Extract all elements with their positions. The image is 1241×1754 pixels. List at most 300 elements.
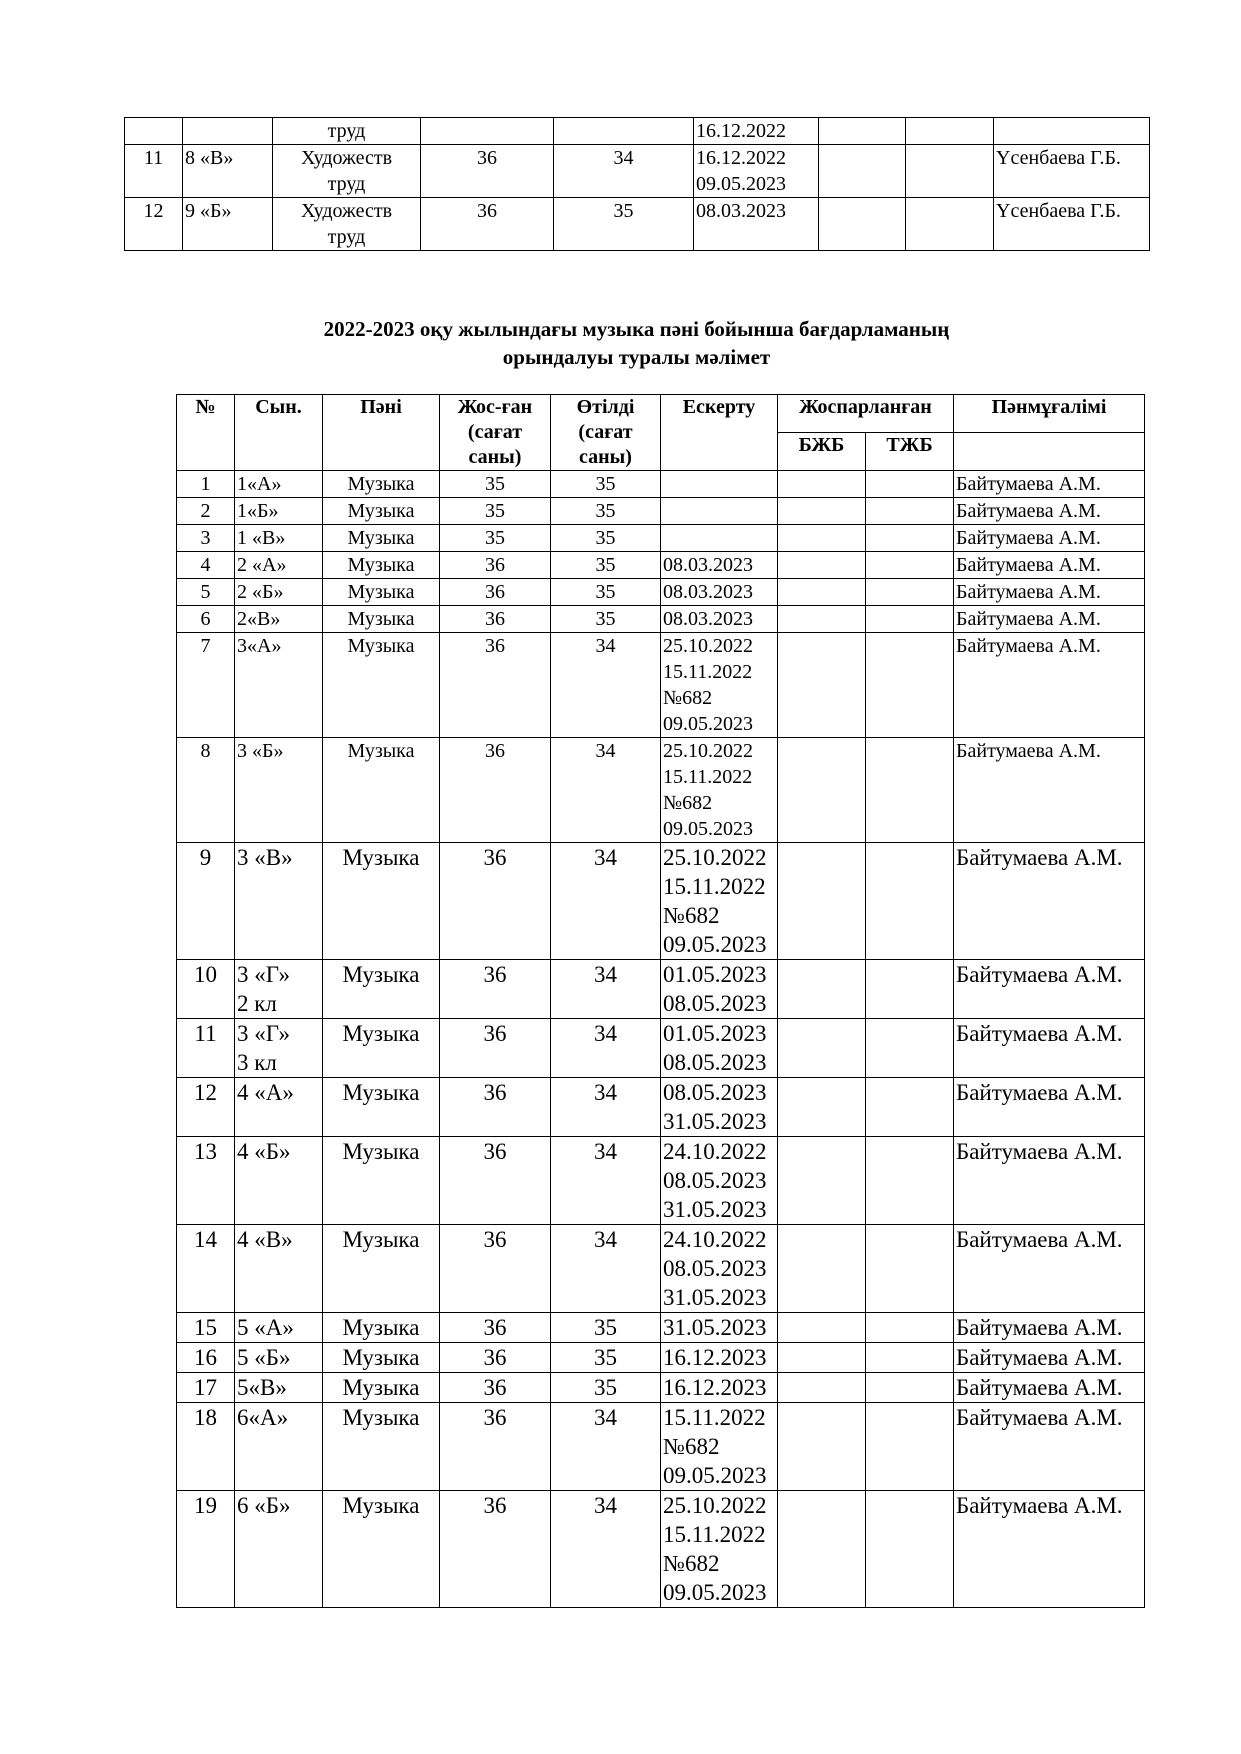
class-cell-line: 9 «Б»	[185, 200, 232, 222]
teacher-cell: Байтумаева А.М.	[954, 579, 1145, 606]
teacher-cell: Байтумаева А.М.	[954, 738, 1145, 843]
note-cell-line: 01.05.2023	[663, 962, 767, 987]
tjb-cell	[906, 198, 994, 251]
teacher-cell: Байтумаева А.М.	[954, 1491, 1145, 1608]
tjb-cell	[866, 552, 954, 579]
teacher-cell: Байтумаева А.М.	[954, 1137, 1145, 1225]
done-hours-cell: 35	[551, 1343, 661, 1373]
note-cell-line: 08.05.2023	[663, 1256, 767, 1281]
subject-cell-line: Художеств	[300, 147, 393, 169]
planned-hours-cell: 35	[440, 525, 551, 552]
tjb-cell	[866, 1403, 954, 1491]
tjb-cell	[866, 1313, 954, 1343]
note-cell-line: 16.12.2023	[663, 1375, 767, 1400]
title-line-2: орындалуы туралы мәлімет	[502, 345, 771, 369]
subject-cell-line: Художеств	[300, 200, 393, 222]
header-subject: Пәні	[323, 395, 440, 471]
subject-cell-line: труд	[327, 173, 366, 195]
class-cell	[235, 843, 323, 960]
class-cell	[235, 552, 323, 579]
teacher-cell: Үсенбаева Г.Б.	[994, 198, 1150, 251]
teacher-cell: Байтумаева А.М.	[954, 1225, 1145, 1313]
bjb-cell	[778, 1019, 866, 1078]
subject-cell: Музыка	[323, 1403, 440, 1491]
subject-cell	[273, 118, 421, 145]
done-hours-cell: 34	[551, 1019, 661, 1078]
table-row	[177, 1343, 1145, 1373]
note-cell-line: 16.12.2022	[696, 120, 786, 142]
note-cell	[661, 1343, 778, 1373]
class-cell-line: 5 «А»	[237, 1315, 294, 1340]
row-number: 9	[177, 843, 235, 960]
planned-hours-cell: 36	[440, 1343, 551, 1373]
header-done-line: саны)	[579, 446, 632, 468]
table-row	[177, 498, 1145, 525]
bjb-cell	[819, 118, 906, 145]
class-cell	[235, 1313, 323, 1343]
table-row	[177, 1137, 1145, 1225]
header-class: Сын.	[235, 395, 323, 471]
class-cell	[235, 1343, 323, 1373]
note-cell-line: 15.11.2022	[663, 1522, 766, 1547]
document-title	[124, 315, 1149, 371]
bjb-cell	[778, 1078, 866, 1137]
note-cell	[661, 498, 778, 525]
note-cell	[661, 1403, 778, 1491]
header-planned-hours	[440, 395, 551, 471]
bjb-cell	[778, 1137, 866, 1225]
header-teacher: Пәнмұғалімі	[954, 395, 1145, 433]
class-cell-line: 2 «А»	[237, 554, 287, 576]
header-planned-line: саны)	[468, 446, 522, 468]
done-hours-cell: 34	[554, 145, 694, 198]
tjb-cell	[866, 960, 954, 1019]
subject-cell: Музыка	[323, 1491, 440, 1608]
row-number: 14	[177, 1225, 235, 1313]
done-hours-cell	[554, 118, 694, 145]
bjb-cell	[778, 633, 866, 738]
teacher-cell: Байтумаева А.М.	[954, 552, 1145, 579]
note-cell	[661, 579, 778, 606]
planned-hours-cell: 36	[440, 1225, 551, 1313]
table-row	[177, 960, 1145, 1019]
title-line-1: 2022-2023 оқу жылындағы музыка пәні бойынша бағдарламаның	[323, 317, 950, 341]
note-cell-line: 25.10.2022	[663, 740, 753, 762]
subject-cell: Музыка	[323, 1078, 440, 1137]
tjb-cell	[866, 843, 954, 960]
table-body	[177, 471, 1145, 1608]
bjb-cell	[819, 145, 906, 198]
done-hours-cell: 34	[551, 960, 661, 1019]
note-cell-line: 24.10.2022	[663, 1139, 767, 1164]
planned-hours-cell: 36	[440, 960, 551, 1019]
header-note: Ескерту	[661, 395, 778, 471]
subject-cell: Музыка	[323, 552, 440, 579]
planned-hours-cell: 36	[440, 738, 551, 843]
note-cell-line: 15.11.2022	[663, 661, 753, 683]
note-cell	[661, 1313, 778, 1343]
note-cell-line: 09.05.2023	[663, 1463, 767, 1488]
done-hours-cell: 34	[551, 1403, 661, 1491]
done-hours-cell: 34	[551, 633, 661, 738]
subject-cell	[273, 145, 421, 198]
table-row	[177, 1313, 1145, 1343]
bjb-cell	[778, 960, 866, 1019]
subject-cell: Музыка	[323, 960, 440, 1019]
row-number: 1	[177, 471, 235, 498]
music-program-table	[176, 394, 1145, 1608]
row-number: 8	[177, 738, 235, 843]
bjb-cell	[778, 525, 866, 552]
table-row	[177, 1491, 1145, 1608]
note-cell-line: 08.05.2023	[663, 1050, 767, 1075]
note-cell-line: 16.12.2022	[696, 147, 786, 169]
teacher-cell: Үсенбаева Г.Б.	[994, 145, 1150, 198]
teacher-cell: Байтумаева А.М.	[954, 1019, 1145, 1078]
tjb-cell	[866, 1225, 954, 1313]
header-done-hours	[551, 395, 661, 471]
table-row	[177, 471, 1145, 498]
bjb-cell	[778, 1343, 866, 1373]
table-row	[177, 1403, 1145, 1491]
row-number: 17	[177, 1373, 235, 1403]
header-tjb: ТЖБ	[866, 433, 954, 471]
tjb-cell	[866, 525, 954, 552]
class-cell-line: 3 «Г»	[237, 962, 290, 987]
subject-cell: Музыка	[323, 738, 440, 843]
table-row	[125, 145, 1150, 198]
table-row	[125, 118, 1150, 145]
class-cell	[183, 118, 273, 145]
note-cell-line: 15.11.2022	[663, 874, 766, 899]
class-cell	[235, 525, 323, 552]
note-cell-line: №682	[663, 903, 720, 928]
class-cell-line: 5 «Б»	[237, 1345, 291, 1370]
done-hours-cell: 35	[551, 1313, 661, 1343]
subject-cell: Музыка	[323, 471, 440, 498]
note-cell	[661, 552, 778, 579]
header-num: №	[177, 395, 235, 471]
class-cell	[235, 738, 323, 843]
note-cell	[694, 145, 819, 198]
class-cell	[235, 1403, 323, 1491]
done-hours-cell: 35	[551, 525, 661, 552]
row-number: 11	[177, 1019, 235, 1078]
teacher-cell: Байтумаева А.М.	[954, 471, 1145, 498]
class-cell-line: 3 «В»	[237, 845, 293, 870]
bjb-cell	[778, 579, 866, 606]
row-number: 12	[125, 198, 183, 251]
class-cell-line: 2 кл	[237, 991, 277, 1016]
table-row	[177, 1373, 1145, 1403]
planned-hours-cell: 36	[440, 579, 551, 606]
note-cell-line: 31.05.2023	[663, 1109, 767, 1134]
note-cell	[661, 1078, 778, 1137]
note-cell-line: 08.03.2023	[663, 608, 753, 630]
note-cell	[661, 843, 778, 960]
teacher-cell: Байтумаева А.М.	[954, 1313, 1145, 1343]
teacher-cell: Байтумаева А.М.	[954, 606, 1145, 633]
class-cell-line: 3 «Б»	[237, 740, 284, 762]
done-hours-cell: 35	[551, 498, 661, 525]
note-cell-line: 25.10.2022	[663, 635, 753, 657]
tjb-cell	[866, 1019, 954, 1078]
class-cell	[235, 579, 323, 606]
done-hours-cell: 34	[551, 1078, 661, 1137]
bjb-cell	[778, 1313, 866, 1343]
teacher-cell: Байтумаева А.М.	[954, 1373, 1145, 1403]
planned-hours-cell: 35	[440, 498, 551, 525]
note-cell-line: 31.05.2023	[663, 1285, 767, 1310]
bjb-cell	[778, 1225, 866, 1313]
bjb-cell	[778, 843, 866, 960]
note-cell-line: 08.03.2023	[663, 581, 753, 603]
row-number: 16	[177, 1343, 235, 1373]
planned-hours-cell: 35	[440, 471, 551, 498]
table-row	[177, 1078, 1145, 1137]
row-number: 13	[177, 1137, 235, 1225]
planned-hours-cell: 36	[440, 552, 551, 579]
planned-hours-cell: 36	[440, 843, 551, 960]
done-hours-cell: 35	[554, 198, 694, 251]
class-cell-line: 4 «Б»	[237, 1139, 291, 1164]
class-cell-line: 3«А»	[237, 635, 282, 657]
note-cell-line: 08.03.2023	[663, 554, 753, 576]
row-number: 12	[177, 1078, 235, 1137]
class-cell	[235, 1491, 323, 1608]
row-number: 4	[177, 552, 235, 579]
class-cell-line: 1«А»	[237, 473, 282, 495]
tjb-cell	[866, 633, 954, 738]
bjb-cell	[778, 498, 866, 525]
done-hours-cell: 35	[551, 1373, 661, 1403]
note-cell-line: 25.10.2022	[663, 1493, 767, 1518]
note-cell	[661, 1491, 778, 1608]
subject-cell: Музыка	[323, 633, 440, 738]
note-cell-line: №682	[663, 1434, 720, 1459]
note-cell	[661, 1019, 778, 1078]
subject-cell-line: труд	[327, 120, 366, 142]
subject-cell: Музыка	[323, 579, 440, 606]
note-cell-line: 09.05.2023	[663, 818, 753, 840]
class-cell	[235, 1019, 323, 1078]
planned-hours-cell: 36	[440, 1078, 551, 1137]
row-number: 11	[125, 145, 183, 198]
note-cell	[694, 198, 819, 251]
tjb-cell	[866, 1137, 954, 1225]
class-cell-line: 8 «В»	[185, 147, 234, 169]
class-cell	[235, 606, 323, 633]
tjb-cell	[866, 1078, 954, 1137]
subject-cell: Музыка	[323, 1343, 440, 1373]
bjb-cell	[778, 1373, 866, 1403]
row-number: 19	[177, 1491, 235, 1608]
class-cell	[235, 1373, 323, 1403]
table-row	[177, 525, 1145, 552]
subject-cell: Музыка	[323, 1137, 440, 1225]
done-hours-cell: 35	[551, 471, 661, 498]
note-cell	[661, 633, 778, 738]
top-table	[124, 117, 1150, 251]
note-cell-line: 24.10.2022	[663, 1227, 767, 1252]
class-cell-line: 1 «В»	[237, 527, 286, 549]
class-cell-line: 2 «Б»	[237, 581, 284, 603]
tjb-cell	[866, 579, 954, 606]
note-cell-line: №682	[663, 1551, 720, 1576]
class-cell	[235, 1137, 323, 1225]
class-cell	[235, 498, 323, 525]
note-cell-line: 16.12.2023	[663, 1345, 767, 1370]
done-hours-cell: 35	[551, 579, 661, 606]
header-teacher-blank	[954, 433, 1145, 471]
table-row	[177, 843, 1145, 960]
note-cell-line: 31.05.2023	[663, 1197, 767, 1222]
tjb-cell	[866, 498, 954, 525]
table-row	[177, 1019, 1145, 1078]
class-cell	[183, 145, 273, 198]
header-bjb: БЖБ	[778, 433, 866, 471]
tjb-cell	[866, 1491, 954, 1608]
table-row	[125, 198, 1150, 251]
note-cell-line: №682	[663, 687, 713, 709]
note-cell-line: 25.10.2022	[663, 845, 767, 870]
class-cell	[235, 960, 323, 1019]
done-hours-cell: 35	[551, 552, 661, 579]
done-hours-cell: 34	[551, 1491, 661, 1608]
done-hours-cell: 34	[551, 738, 661, 843]
bjb-cell	[778, 552, 866, 579]
bjb-cell	[778, 738, 866, 843]
row-number: 7	[177, 633, 235, 738]
bjb-cell	[778, 1403, 866, 1491]
table-header	[177, 395, 1145, 471]
class-cell	[235, 471, 323, 498]
teacher-cell: Байтумаева А.М.	[954, 525, 1145, 552]
planned-hours-cell: 36	[440, 633, 551, 738]
done-hours-cell: 35	[551, 606, 661, 633]
teacher-cell: Байтумаева А.М.	[954, 1343, 1145, 1373]
header-planned-line: (сағат	[467, 421, 523, 443]
planned-hours-cell: 36	[440, 1373, 551, 1403]
bjb-cell	[778, 1491, 866, 1608]
note-cell	[661, 1137, 778, 1225]
subject-cell: Музыка	[323, 606, 440, 633]
note-cell	[661, 1225, 778, 1313]
note-cell	[661, 471, 778, 498]
table-row	[177, 738, 1145, 843]
note-cell-line: 15.11.2022	[663, 766, 753, 788]
note-cell-line: 08.05.2023	[663, 991, 767, 1016]
table-row	[177, 579, 1145, 606]
bjb-cell	[819, 198, 906, 251]
class-cell-line: 3 «Г»	[237, 1021, 290, 1046]
bjb-cell	[778, 471, 866, 498]
class-cell-line: 5«В»	[237, 1375, 287, 1400]
table-row	[177, 1225, 1145, 1313]
header-planned-group: Жоспарланған	[778, 395, 954, 433]
header-done-line: (сағат	[578, 421, 633, 443]
note-cell-line: 08.05.2023	[663, 1168, 767, 1193]
row-number: 15	[177, 1313, 235, 1343]
table-row	[177, 606, 1145, 633]
note-cell-line: 09.05.2023	[663, 932, 767, 957]
note-cell	[694, 118, 819, 145]
done-hours-cell: 34	[551, 843, 661, 960]
class-cell-line: 6«А»	[237, 1405, 289, 1430]
teacher-cell: Байтумаева А.М.	[954, 633, 1145, 738]
note-cell-line: 31.05.2023	[663, 1315, 767, 1340]
teacher-cell: Байтумаева А.М.	[954, 1403, 1145, 1491]
row-number: 18	[177, 1403, 235, 1491]
class-cell-line: 1«Б»	[237, 500, 279, 522]
teacher-cell: Байтумаева А.М.	[954, 1078, 1145, 1137]
subject-cell-line: труд	[327, 226, 366, 248]
planned-hours-cell: 36	[440, 1019, 551, 1078]
note-cell-line: №682	[663, 792, 713, 814]
subject-cell	[273, 198, 421, 251]
tjb-cell	[906, 145, 994, 198]
class-cell-line: 2«В»	[237, 608, 281, 630]
planned-hours-cell: 36	[440, 1137, 551, 1225]
subject-cell: Музыка	[323, 525, 440, 552]
subject-cell: Музыка	[323, 498, 440, 525]
top-table-body	[125, 118, 1150, 251]
planned-hours-cell: 36	[440, 1491, 551, 1608]
tjb-cell	[866, 606, 954, 633]
teacher-cell: Байтумаева А.М.	[954, 843, 1145, 960]
header-planned-line: Жос-ған	[457, 396, 533, 418]
class-cell-line: 3 кл	[237, 1050, 277, 1075]
tjb-cell	[866, 1343, 954, 1373]
row-number: 10	[177, 960, 235, 1019]
teacher-cell	[994, 118, 1150, 145]
tjb-cell	[906, 118, 994, 145]
planned-hours-cell: 36	[440, 606, 551, 633]
subject-cell: Музыка	[323, 1019, 440, 1078]
tjb-cell	[866, 1373, 954, 1403]
subject-cell: Музыка	[323, 1313, 440, 1343]
subject-cell: Музыка	[323, 1373, 440, 1403]
header-done-line: Өтілді	[576, 396, 635, 418]
planned-hours-cell: 36	[421, 198, 554, 251]
planned-hours-cell: 36	[440, 1403, 551, 1491]
done-hours-cell: 34	[551, 1225, 661, 1313]
note-cell-line: 09.05.2023	[663, 1580, 767, 1605]
class-cell	[235, 1078, 323, 1137]
planned-hours-cell: 36	[421, 145, 554, 198]
class-cell	[235, 1225, 323, 1313]
class-cell	[183, 198, 273, 251]
subject-cell: Музыка	[323, 843, 440, 960]
done-hours-cell: 34	[551, 1137, 661, 1225]
planned-hours-cell: 36	[440, 1313, 551, 1343]
tjb-cell	[866, 471, 954, 498]
teacher-cell: Байтумаева А.М.	[954, 498, 1145, 525]
subject-cell: Музыка	[323, 1225, 440, 1313]
class-cell-line: 6 «Б»	[237, 1493, 291, 1518]
table-row	[177, 633, 1145, 738]
table-row	[177, 552, 1145, 579]
row-number: 2	[177, 498, 235, 525]
note-cell	[661, 606, 778, 633]
row-number	[125, 118, 183, 145]
row-number: 6	[177, 606, 235, 633]
teacher-cell: Байтумаева А.М.	[954, 960, 1145, 1019]
note-cell-line: 01.05.2023	[663, 1021, 767, 1046]
note-cell-line: 09.05.2023	[663, 713, 753, 735]
note-cell	[661, 960, 778, 1019]
row-number: 3	[177, 525, 235, 552]
